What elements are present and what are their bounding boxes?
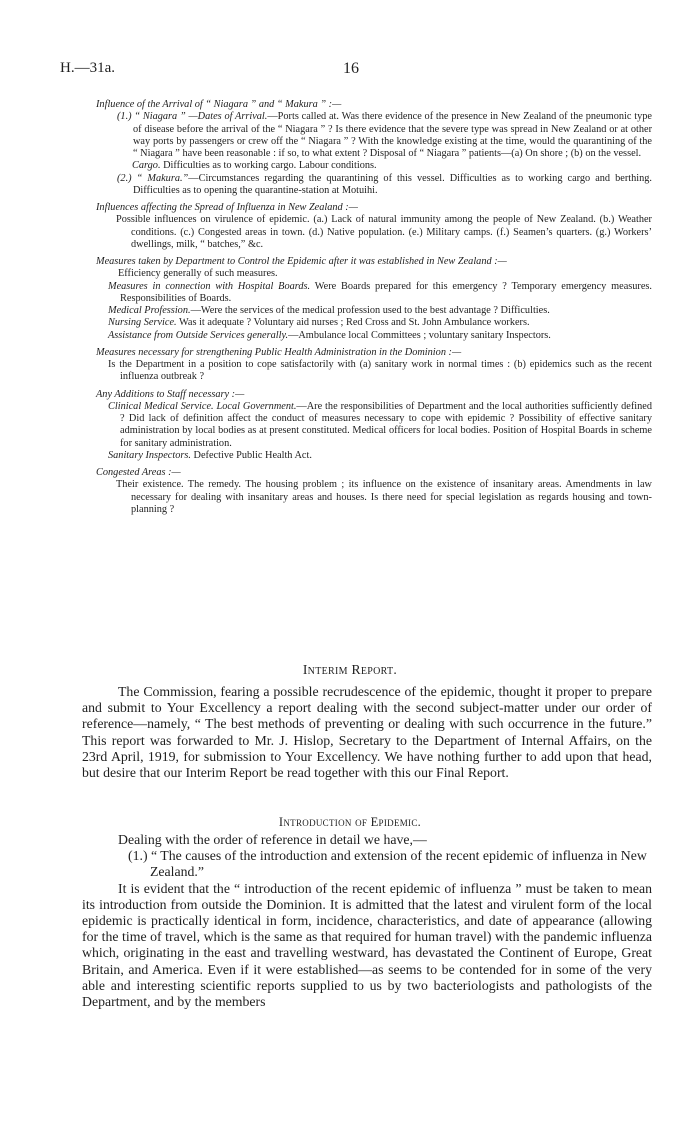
- syllabus-heading-text: Influence of the Arrival of “ Niagara ” and “ Makura ” :—: [96, 99, 342, 110]
- document-reference: H.—31a.: [60, 60, 115, 76]
- syllabus-item-text: Defective Public Health Act.: [190, 449, 312, 461]
- syllabus-item: [96, 450, 652, 462]
- syllabus-item: [96, 160, 652, 172]
- syllabus-heading: [96, 256, 652, 268]
- syllabus-item-text: Were Boards prepared for this emergency ? Temporary emergency measures. Responsibilities of Boards.: [120, 280, 652, 304]
- syllabus-heading-text: Any Additions to Staff necessary :—: [96, 388, 245, 400]
- syllabus-item-text: Possible influences on virulence of epidemic. (a.) Lack of natural immunity among the people of New Zealand. (b.) Weather conditions. (c.) Congested areas in town. (d.) Native population. (e.) Military camps. (f.) Seamen’s quarters. (g.) Workers’ dwellings, milk, “ batches,” &c.: [116, 214, 652, 250]
- page-header: [60, 60, 648, 84]
- introduction-heading: Introduction of Epidemic.: [278, 815, 422, 829]
- syllabus-item-lead: Nursing Service.: [108, 317, 177, 329]
- syllabus-item-lead: Measures in connection with Hospital Boards.: [108, 280, 311, 292]
- syllabus-item: [96, 111, 652, 160]
- order-of-reference-quote: (1.) “ The causes of the introduction and extension of the recent epidemic of influenza in New Zealand.”: [128, 848, 647, 880]
- syllabus-heading: [96, 467, 652, 479]
- syllabus-item-lead: Assistance from Outside Services generally.: [108, 329, 289, 341]
- syllabus-item: [96, 214, 652, 251]
- syllabus-item: [96, 479, 652, 516]
- syllabus-item-text: —Ambulance local Committees ; voluntary sanitary Inspectors.: [288, 329, 551, 341]
- syllabus-heading: [96, 99, 652, 111]
- syllabus-item: [96, 330, 652, 342]
- page-number: 16: [343, 60, 359, 77]
- syllabus-item-lead: (2.) “ Makura.”: [117, 172, 189, 184]
- syllabus-item: [96, 317, 652, 329]
- introduction-paragraph: It is evident that the “ introduction of the recent epidemic of influenza ” must be taken to mean its introduction from outside the Dominion. It is admitted that the latest and virulent form of the local epidemic is practically identical in form, incidence, characteristics, and date of appearance (allowing for the time of travel, which is the same as that required for human travel) with the pandemic influenza which, originating in the east and travelling westward, has devastated the Continent of Europe, Great Britain, and America. Even if it were established—as seems to be contended for in some of the very able and interesting scientific reports supplied to us by two bacteriologists and pathologists of the Department, and by the members: [82, 880, 652, 1010]
- interim-report-heading: Interim Report.: [302, 662, 398, 677]
- syllabus-of-inquiry: [96, 94, 652, 516]
- syllabus-item: [96, 281, 652, 306]
- syllabus-heading-text: Measures taken by Department to Control the Epidemic after it was established in New Zealand :—: [96, 256, 507, 267]
- syllabus-item-lead: Cargo.: [132, 160, 161, 172]
- syllabus-heading: [96, 389, 652, 401]
- syllabus-item-text: Efficiency generally of such measures.: [118, 268, 278, 280]
- syllabus-item-text: Is the Department in a position to cope satisfactorily with (a) sanitary work in normal times : (b) epidemics such as the recent influenza outbreak ?: [108, 359, 652, 383]
- syllabus-heading-text: Influences affecting the Spread of Influenza in New Zealand :—: [96, 202, 358, 213]
- syllabus-item-lead: Clinical Medical Service. Local Government.: [108, 400, 297, 412]
- syllabus-item-text: Difficulties as to working cargo. Labour conditions.: [160, 160, 377, 172]
- syllabus-item-text: Was it adequate ? Voluntary aid nurses ; Red Cross and St. John Ambulance workers.: [176, 317, 530, 329]
- syllabus-item-text: —Ports called at. Was there evidence of the presence in New Zealand of the pneumonic type of disease before the arrival of the “ Niagara ” ? Is there evidence that the severe type was spread in New Zealand or at other way ports by passengers or crew off the “ Niagara ” ? With the knowledge existing at the time, would the quarantining of the “ Niagara ” have been reasonable : if so, to what extent ? Disposal of “ Niagara ” patients—(a) On shore ; (b) on the vessel.: [133, 111, 652, 159]
- interim-report-body: [82, 684, 652, 781]
- interim-report-paragraph: The Commission, fearing a possible recrudescence of the epidemic, thought it proper to prepare and submit to Your Excellency a report dealing with the second subject-matter under our order of reference—namely, “ The best methods of preventing or dealing with such occurrence in the future.” This report was forwarded to Mr. J. Hislop, Secretary to the Department of Internal Affairs, on the 23rd April, 1919, for submission to Your Excellency. We have nothing further to add upon that head, but desire that our Interim Report be read together with this our Final Report.: [82, 684, 652, 781]
- syllabus-item-lead: Sanitary Inspectors.: [108, 449, 191, 461]
- syllabus-heading-text: Measures necessary for strengthening Public Health Administration in the Dominion :—: [96, 346, 462, 358]
- syllabus-item-text: —Circumstances regarding the quarantining of this vessel. Difficulties as to working cargo and berthing. Difficulties as to opening the quarantine-station at Motuihi.: [133, 172, 653, 196]
- syllabus-item: [96, 173, 652, 198]
- syllabus-item-lead: (1.) “ Niagara ” —Dates of Arrival.: [117, 111, 268, 123]
- syllabus-item-lead: Medical Profession.: [108, 305, 191, 316]
- syllabus-item: [96, 401, 652, 450]
- syllabus-item-text: —Were the services of the medical profession used to the best advantage ? Difficulties.: [190, 305, 550, 316]
- introduction-lead: Dealing with the order of reference in detail we have,—: [118, 832, 427, 847]
- syllabus-item-text: Their existence. The remedy. The housing problem ; its influence on the existence of insanitary areas. Amendments in law necessary for dealing with insanitary areas and houses. Is there need for special legislation as regards housing and town-planning ?: [116, 479, 652, 515]
- syllabus-item: [96, 268, 652, 280]
- syllabus-heading: [96, 347, 652, 359]
- syllabus-item-text: —Are the responsibilities of Department and the local authorities sufficiently defined ? Did lack of definition affect the conduct of measures necessary to cope with epidemic ? Possibility of effective sanitary administration by local bodies as at present constituted. Medical officers for local bodies. Position of Hospital Boards in scheme for sanitary administration.: [120, 400, 652, 449]
- syllabus-item: [96, 305, 652, 317]
- introduction-body: [82, 832, 652, 1010]
- syllabus-item: [96, 359, 652, 384]
- syllabus-heading-text: Congested Areas :—: [96, 467, 181, 478]
- syllabus-heading: [96, 202, 652, 214]
